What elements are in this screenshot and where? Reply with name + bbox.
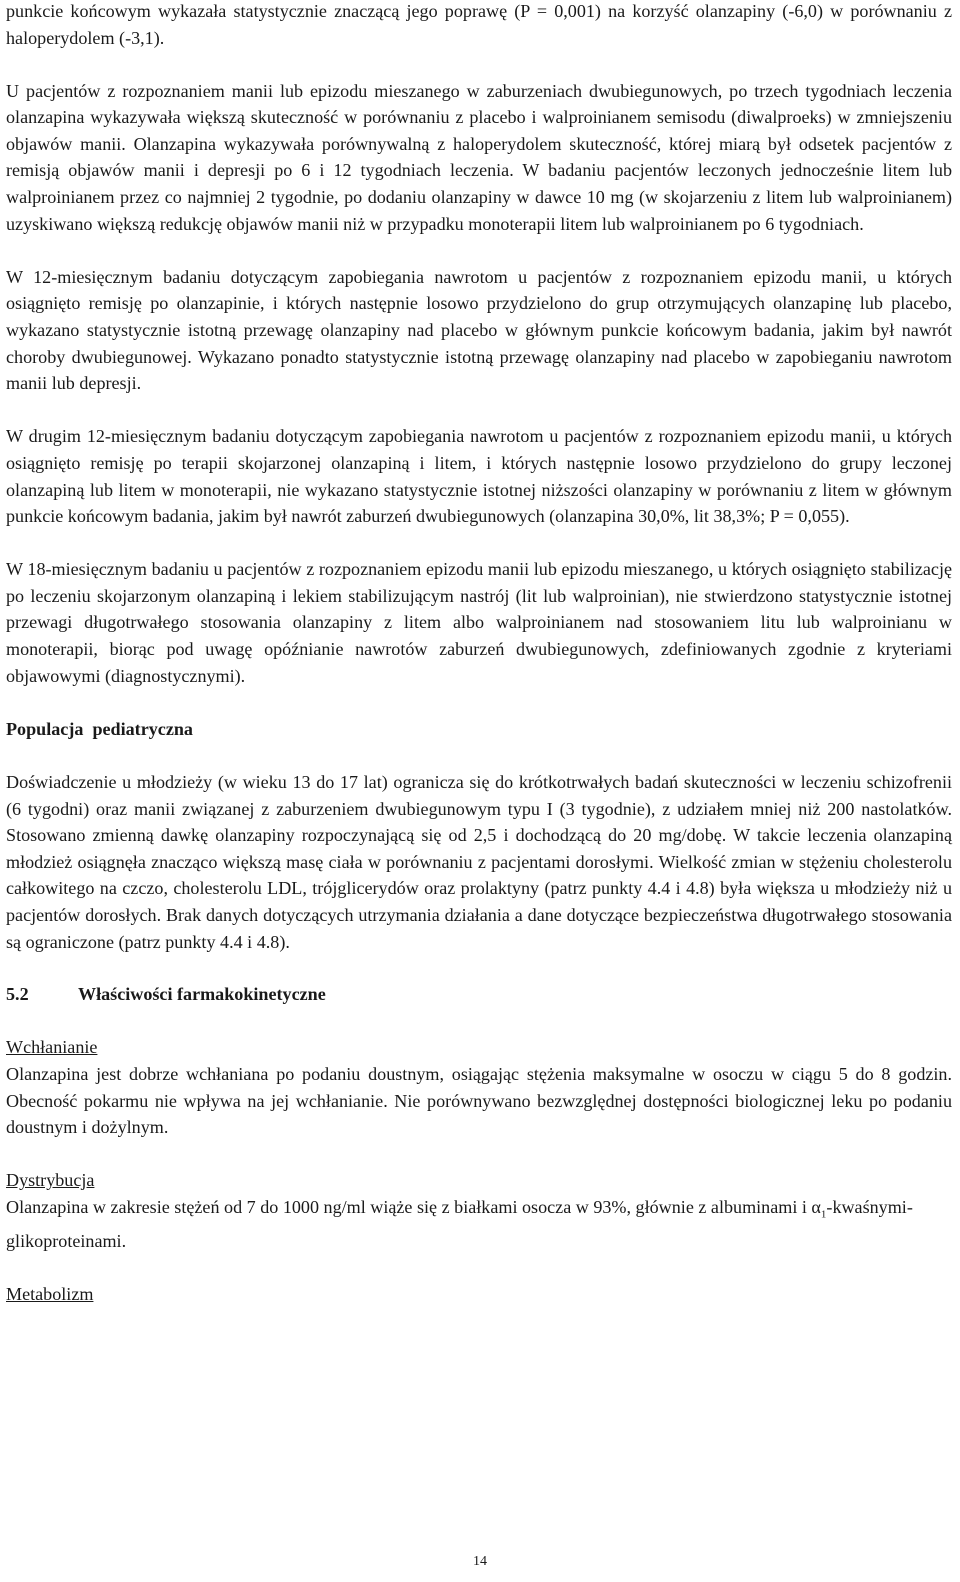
subheading-distribution: Dystrybucja xyxy=(6,1170,95,1191)
subheading-absorption: Wchłanianie xyxy=(6,1037,98,1058)
paragraph-relapse-prevention-2: W drugim 12-miesięcznym badaniu dotyczącym zapobiegania nawrotom u pacjentów z rozpoznaniem epizodu manii, u których osiągnięto remisję po terapii skojarzonej olanzapiną i litem, i których następnie losowo przydzielono do grupy leczonej olanzapiną lub litem w monoterapii, nie wykazano statystycznie istotnej niższości olanzapiny w porównaniu z litem w głównym punkcie końcowym badania, jakim był nawrót zaburzeń dwubiegunowych (olanzapina 30,0%, lit 38,3%; P = 0,055). xyxy=(6,426,952,527)
paragraph-continuation: punkcie końcowym wykazała statystycznie znaczącą jego poprawę (P = 0,001) na korzyść olanzapiny (-6,0) w porównaniu z haloperydolem (-3,1). xyxy=(6,1,952,48)
paragraph-relapse-prevention-1: W 12-miesięcznym badaniu dotyczącym zapobiegania nawrotom u pacjentów z rozpoznaniem epizodu manii, u których osiągnięto remisję po olanzapinie, i których następnie losowo przydzielono do grup otrzymujących olanzapinę lub placebo, wykazano statystycznie istotną przewagę olanzapiny nad placebo w głównym punkcie końcowym badania, jakim był nawrót choroby dwubiegunowej. Wykazano ponadto statystycznie istotną przewagę olanzapiny nad placebo w zapobieganiu nawrotom manii lub depresji. xyxy=(6,266,952,394)
section-number: 5.2 xyxy=(6,984,29,1005)
page-number: 14 xyxy=(473,1554,487,1569)
distribution-text-start: Olanzapina w zakresie stężeń od 7 do 1000 ng/ml wiąże się z białkami osocza w 93%, głównie z albuminami i α xyxy=(6,1196,821,1217)
paragraph-mania-efficacy: U pacjentów z rozpoznaniem manii lub epizodu mieszanego w zaburzeniach dwubiegunowych, po trzech tygodniach leczenia olanzapina wykazywała większą skuteczność w porównaniu z placebo i walproinianem semisodu (diwalproeks) w zmniejszeniu objawów manii. Olanzapina wykazywała porównywalną z haloperydolem skuteczność, której miarą był odsetek pacjentów z remisją objawów manii i depresji po 6 i 12 tygodniach leczenia. W badaniu pacjentów leczonych jednocześnie litem lub walproinianem przez co najmniej 2 tygodnie, po dodaniu olanzapiny w dawce 10 mg (w skojarzeniu z litem lub walproinianem) uzyskiwano większą redukcję objawów manii niż w przypadku monoterapii litem lub walproinianem po 6 tygodniach. xyxy=(6,80,952,234)
heading-pediatric-population: Populacja pediatryczna xyxy=(6,718,193,739)
paragraph-distribution xyxy=(6,1194,952,1255)
subheading-metabolism: Metabolizm xyxy=(6,1284,94,1305)
section-title: Właściwości farmakokinetyczne xyxy=(78,984,326,1005)
paragraph-18-month-study: W 18-miesięcznym badaniu u pacjentów z rozpoznaniem epizodu manii lub epizodu mieszanego, u których osiągnięto stabilizację po leczeniu skojarzonym olanzapiną i lekiem stabilizującym nastrój (lit lub walproinian), nie stwierdzono statystycznie istotnej przewagi długotrwałego stosowania olanzapiny z litem albo walproinianem nad stosowaniem litu lub walproinianu w monoterapii, biorąc pod uwagę opóźnianie nawrotów zaburzeń dwubiegunowych, zdefiniowanych zgodnie z kryteriami objawowymi (diagnostycznymi). xyxy=(6,559,952,686)
section-heading xyxy=(6,981,952,1008)
document-body xyxy=(6,51,952,1308)
paragraph-pediatric: Doświadczenie u młodzieży (w wieku 13 do 17 lat) ogranicza się do krótkotrwałych badań skuteczności w leczeniu schizofrenii (6 tygodni) oraz manii związanej z zaburzeniem dwubiegunowym typu I (3 tygodnie), z udziałem mniej niż 200 nastolatków. Stosowano zmienną dawkę olanzapiny rozpoczynającą się od 2,5 i dochodzącą do 20 mg/dobę. W takcie leczenia olanzapiną młodzież osiągnęła znacząco większą masę ciała w porównaniu z pacjentami dorosłymi. Wielkość zmian w stężeniu cholesterolu całkowitego na czczo, cholesterolu LDL, trójglicerydów oraz prolaktyny (patrz punkty 4.4 i 4.8) była większa u młodzieży niż u pacjentów dorosłych. Brak danych dotyczących utrzymania działania a dane dotyczące bezpieczeństwa długotrwałego stosowania są ograniczone (patrz punkty 4.4 i 4.8). xyxy=(6,772,952,952)
distribution-text-end: -kwaśnymi-glikoproteinami. xyxy=(6,1196,913,1252)
distribution-subscript: 1 xyxy=(820,1208,827,1221)
paragraph-absorption: Olanzapina jest dobrze wchłaniana po podaniu doustnym, osiągając stężenia maksymalne w osoczu w ciągu 5 do 8 godzin. Obecność pokarmu nie wpływa na jej wchłanianie. Nie porównywano bezwzględnej dostępności biologicznej leku po podaniu doustnym i dożylnym. xyxy=(6,1063,952,1138)
